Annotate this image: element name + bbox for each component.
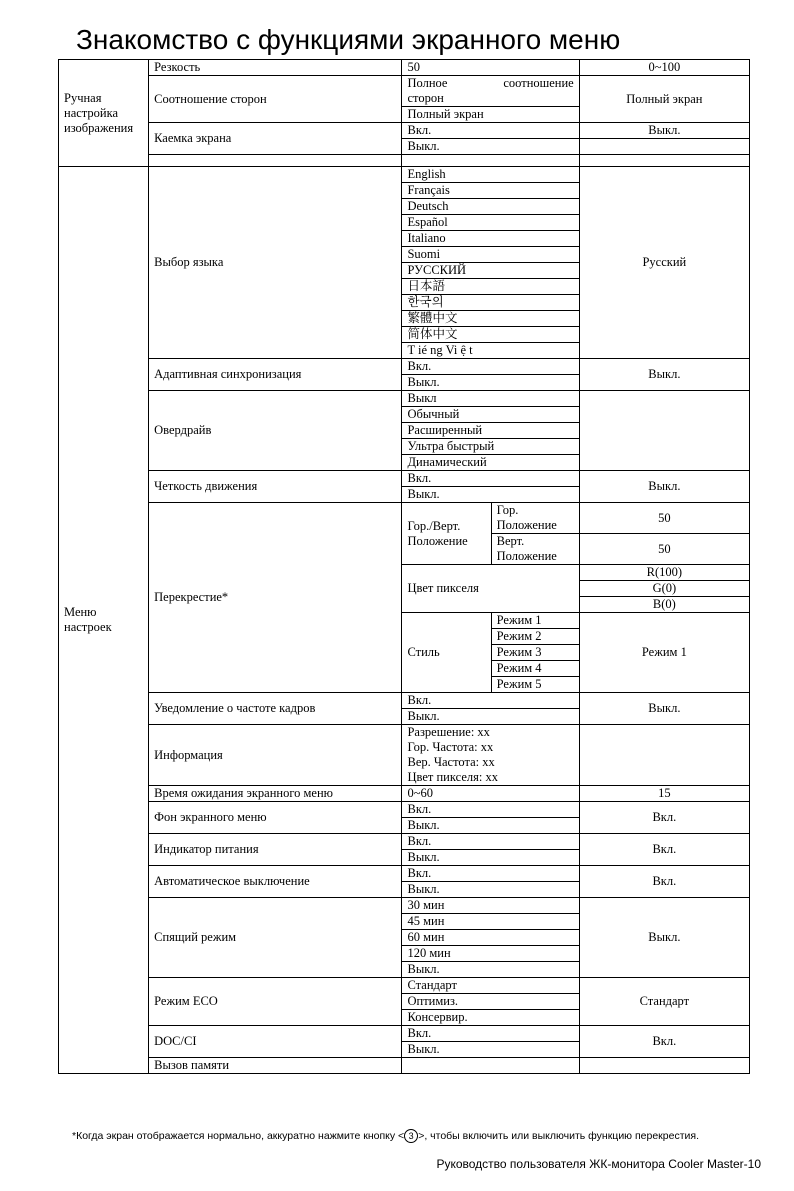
crosshair-h-position: Гор. Положение xyxy=(491,503,579,534)
default-value: 15 xyxy=(579,786,749,802)
style-option: Режим 3 xyxy=(491,645,579,661)
option: Выкл. xyxy=(402,375,579,391)
option: Français xyxy=(402,183,579,199)
info-lines: Разрешение: хх Гор. Частота: хх Вер. Частота: хх Цвет пикселя: хх xyxy=(402,725,579,786)
crosshair-color-label: Цвет пикселя xyxy=(402,565,579,613)
option: Suomi xyxy=(402,247,579,263)
row-name: Овердрайв xyxy=(149,391,402,471)
row-name: Время ожидания экранного меню xyxy=(149,786,402,802)
default-value: Вкл. xyxy=(579,802,749,834)
option: РУССКИЙ xyxy=(402,263,579,279)
row-name: Автоматическое выключение xyxy=(149,866,402,898)
option: Выкл xyxy=(402,391,579,407)
option: Вкл. xyxy=(402,1026,579,1042)
default-value: Стандарт xyxy=(579,978,749,1026)
row-name: Вызов памяти xyxy=(149,1058,402,1074)
option: 日本語 xyxy=(402,279,579,295)
option: Выкл. xyxy=(402,962,579,978)
color-r: R(100) xyxy=(579,565,749,581)
option: T ié ng Vi ệ t xyxy=(402,343,579,359)
crosshair-position-label: Гор./Верт. Положение xyxy=(402,503,491,565)
row-name: Резкость xyxy=(149,60,402,76)
option: 45 мин xyxy=(402,914,579,930)
default-value: Выкл. xyxy=(579,898,749,978)
osd-functions-table xyxy=(58,59,750,1074)
table-row xyxy=(59,693,750,709)
option: Ультра быстрый xyxy=(402,439,579,455)
row-name: Информация xyxy=(149,725,402,786)
option: 繁體中文 xyxy=(402,311,579,327)
option: 60 мин xyxy=(402,930,579,946)
table-row xyxy=(59,123,750,139)
option: 简体中文 xyxy=(402,327,579,343)
table-row xyxy=(59,1026,750,1042)
footnote: *Когда экран отображается нормально, аккуратно нажмите кнопку < 3 >, чтобы включить или выключить функцию перекрестия. xyxy=(72,1130,699,1142)
option: Вкл. xyxy=(402,834,579,850)
option: 한국의 xyxy=(402,295,579,311)
option: Выкл. xyxy=(402,882,579,898)
default-value: 50 xyxy=(579,534,749,565)
option: 50 xyxy=(402,60,579,76)
row-name: Каемка экрана xyxy=(149,123,402,155)
option: Динамический xyxy=(402,455,579,471)
option: Выкл. xyxy=(402,850,579,866)
table-row xyxy=(59,786,750,802)
row-name: Соотношение сторон xyxy=(149,76,402,123)
default-value: Вкл. xyxy=(579,1026,749,1058)
default-value: Вкл. xyxy=(579,834,749,866)
row-name: Спящий режим xyxy=(149,898,402,978)
option: 120 мин xyxy=(402,946,579,962)
option: Выкл. xyxy=(402,139,579,155)
option: Обычный xyxy=(402,407,579,423)
default-value: Выкл. xyxy=(579,359,749,391)
button-3-icon: 3 xyxy=(404,1129,418,1143)
row-name: Индикатор питания xyxy=(149,834,402,866)
row-name: Выбор языка xyxy=(149,167,402,359)
default-value: Выкл. xyxy=(579,471,749,503)
option: Вкл. xyxy=(402,359,579,375)
group-settings: Меню настроек xyxy=(59,167,149,1074)
table-row xyxy=(59,391,750,407)
default-value: Выкл. xyxy=(579,123,749,139)
row-name: Режим ECO xyxy=(149,978,402,1026)
table-row xyxy=(59,1058,750,1074)
default-value: Выкл. xyxy=(579,693,749,725)
crosshair-style-label: Стиль xyxy=(402,613,491,693)
option: Выкл. xyxy=(402,818,579,834)
table-row xyxy=(59,978,750,994)
color-b: B(0) xyxy=(579,597,749,613)
default-value: Полный экран xyxy=(579,76,749,123)
default-value: Вкл. xyxy=(579,866,749,898)
option: Консервир. xyxy=(402,1010,579,1026)
option: Deutsch xyxy=(402,199,579,215)
default-value xyxy=(579,391,749,471)
option: Italiano xyxy=(402,231,579,247)
style-option: Режим 1 xyxy=(491,613,579,629)
style-option: Режим 4 xyxy=(491,661,579,677)
table-row xyxy=(59,155,750,167)
table-row xyxy=(59,76,750,107)
table-row xyxy=(59,60,750,76)
option: Полный экран xyxy=(402,107,579,123)
option: Вкл. xyxy=(402,471,579,487)
page-title: Знакомство с функциями экранного меню xyxy=(76,24,621,55)
option: Стандарт xyxy=(402,978,579,994)
default-value: 50 xyxy=(579,503,749,534)
option: Вкл. xyxy=(402,693,579,709)
table-row xyxy=(59,898,750,914)
option: Расширенный xyxy=(402,423,579,439)
option: Полное соотношение сторон xyxy=(402,76,579,107)
default-value: Режим 1 xyxy=(579,613,749,693)
option: 0~60 xyxy=(402,786,579,802)
option: Выкл. xyxy=(402,709,579,725)
row-name: Адаптивная синхронизация xyxy=(149,359,402,391)
table-row xyxy=(59,359,750,375)
table-row xyxy=(59,834,750,850)
page-footer: Руководство пользователя ЖК-монитора Cooler Master-10 xyxy=(436,1157,761,1171)
default-value: Русский xyxy=(579,167,749,359)
option: Оптимиз. xyxy=(402,994,579,1010)
table-row xyxy=(59,167,750,183)
option: Вкл. xyxy=(402,123,579,139)
option: English xyxy=(402,167,579,183)
option: Español xyxy=(402,215,579,231)
group-manual: Ручная настройка изображения xyxy=(59,60,149,167)
color-g: G(0) xyxy=(579,581,749,597)
table-row xyxy=(59,471,750,487)
row-name: DOC/CI xyxy=(149,1026,402,1058)
option: Вкл. xyxy=(402,866,579,882)
table-row xyxy=(59,866,750,882)
style-option: Режим 2 xyxy=(491,629,579,645)
row-name: Перекрестие* xyxy=(149,503,402,693)
table-row xyxy=(59,802,750,818)
default-value: 0~100 xyxy=(579,60,749,76)
row-name: Уведомление о частоте кадров xyxy=(149,693,402,725)
option: Вкл. xyxy=(402,802,579,818)
option: Выкл. xyxy=(402,487,579,503)
row-name: Четкость движения xyxy=(149,471,402,503)
crosshair-v-position: Верт. Положение xyxy=(491,534,579,565)
option: Выкл. xyxy=(402,1042,579,1058)
row-name: Фон экранного меню xyxy=(149,802,402,834)
option: 30 мин xyxy=(402,898,579,914)
style-option: Режим 5 xyxy=(491,677,579,693)
